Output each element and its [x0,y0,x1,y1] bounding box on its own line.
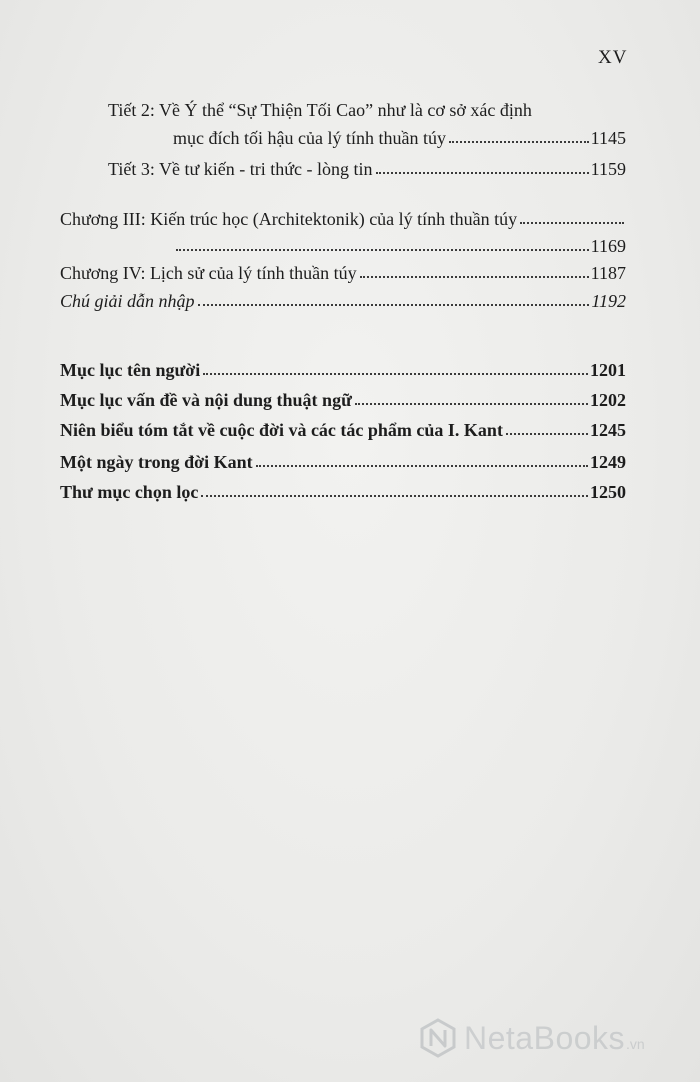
toc-page-number: 1169 [590,236,626,256]
toc-entry-title: Một ngày trong đời Kant [60,452,253,472]
toc-entry-tiet-2-continued[interactable] [173,123,626,149]
toc-entry-title: Chương IV: Lịch sử của lý tính thuần túy [60,263,357,283]
leader-dots [201,495,588,497]
toc-page-number: 1245 [590,420,626,440]
toc-entry-nien-bieu[interactable] [60,415,626,441]
toc-entry-chuong-3[interactable] [60,204,626,230]
toc-entry-chuong-4[interactable] [60,258,626,284]
toc-entry-title: Tiết 3: Về tư kiến - tri thức - lòng tin [108,159,373,179]
hexagon-n-logo-icon [418,1018,458,1058]
leader-dots [198,304,590,306]
leader-dots [360,276,589,278]
toc-entry-title: Thư mục chọn lọc [60,482,199,502]
toc-page-number: 1192 [591,291,626,311]
leader-dots [176,249,589,251]
toc-page-number: 1250 [590,482,626,502]
page-number: XV [598,47,628,68]
leader-dots [355,403,588,405]
toc-entry-title: Tiết 2: Về Ý thể “Sự Thiện Tối Cao” như là cơ sở xác định [108,100,532,120]
toc-page-number: 1202 [590,390,626,410]
watermark-suffix: .vn [626,1036,645,1052]
leader-dots [506,433,588,435]
leader-dots [376,172,589,174]
toc-entry-title: Mục lục tên người [60,360,201,380]
toc-page-number: 1201 [590,360,626,380]
leader-dots [256,465,588,467]
toc-entry-tiet-2[interactable] [108,95,626,121]
leader-dots [203,373,588,375]
toc-entry-muc-luc-van-de[interactable] [60,385,626,411]
toc-page-number: 1145 [590,128,626,148]
toc-entry-chu-giai[interactable] [60,286,626,312]
toc-entry-mot-ngay[interactable] [60,447,626,473]
toc-entry-title: mục đích tối hậu của lý tính thuần túy [173,128,446,148]
leader-dots [520,222,624,224]
toc-entry-thu-muc[interactable] [60,477,626,503]
watermark [418,1018,645,1058]
toc-entry-chuong-3-continued[interactable] [173,231,626,257]
toc-entry-title: Mục lục vấn đề và nội dung thuật ngữ [60,390,352,410]
toc-entry-title: Niên biểu tóm tắt về cuộc đời và các tác phẩm của I. Kant [60,420,503,440]
toc-entry-muc-luc-ten-nguoi[interactable] [60,355,626,381]
toc-entry-title: Chú giải dẫn nhập [60,291,195,311]
toc-page-number: 1187 [590,263,626,283]
toc-page-number: 1159 [590,159,626,179]
toc-entry-title: Chương III: Kiến trúc học (Architektonik) của lý tính thuần túy [60,209,518,229]
leader-dots [449,141,589,143]
toc-page-number: 1249 [590,452,626,472]
watermark-brand: NetaBooks [464,1019,626,1056]
toc-entry-tiet-3[interactable] [108,154,626,180]
